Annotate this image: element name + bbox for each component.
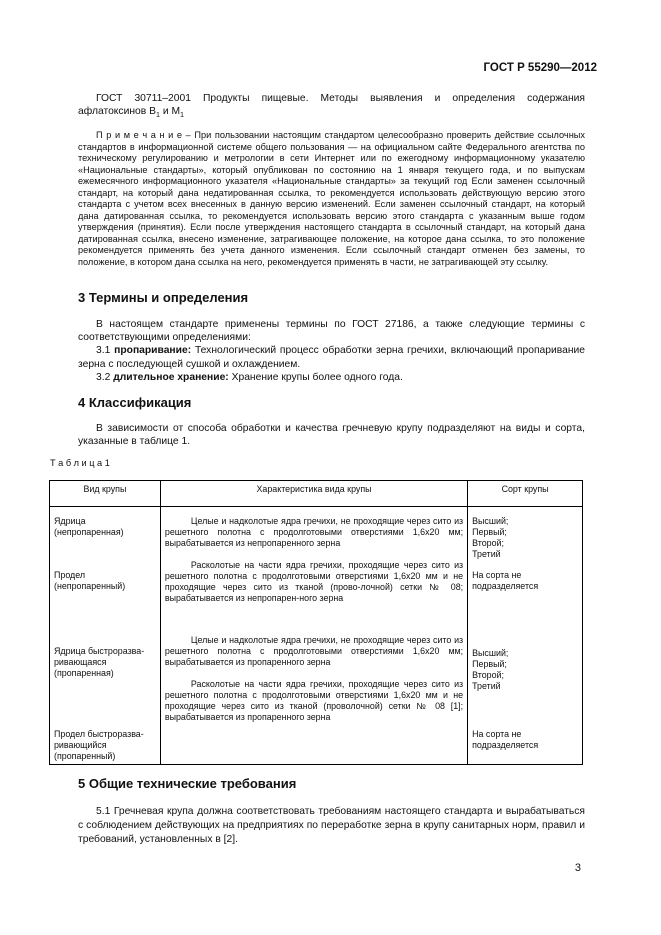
col-header-grade: Сорт крупы (468, 481, 583, 507)
table-cell: Ядрица (непропаренная) (54, 516, 124, 537)
section-4-title: 4 Классификация (78, 395, 192, 410)
term-3-2: 3.2 длительное хранение: Хранение крупы более одного года. (96, 371, 403, 383)
ref-line-1: ГОСТ 30711–2001 Продукты пищевые. Методы выявления и определения содержания (96, 93, 585, 104)
term-3-1: 3.1 пропаривание: Технологический процесс обработки зерна гречихи, включающий пропаривание зерна с последующей сушкой и охлаждением. (78, 345, 585, 370)
table-cell: Продел (непропаренный) (54, 570, 126, 591)
ref-line-2: афлатоксинов $В_1$ и $М_1$ (78, 106, 185, 120)
section-4-text: В зависимости от способа обработки и качества гречневую крупу подразделяют на виды и сорта, указанные в таблице 1. (78, 423, 585, 448)
grade-column (468, 507, 583, 765)
table-label: Т а б л и ц а 1 (50, 458, 110, 468)
grade-list: Высший; Первый; Второй; Третий (472, 648, 509, 691)
table-cell: На сорта не подразделяется (472, 570, 539, 591)
table-cell: Ядрица быстроразва-ривающаяся (пропаренная) (54, 646, 145, 678)
section-3-title: 3 Термины и определения (78, 290, 249, 305)
table-body-row (50, 507, 583, 765)
section-3-intro: В настоящем стандарте применены термины по ГОСТ 27186, а также следующие термины с соответствующими определениями: (78, 319, 585, 344)
note-label: П р и м е ч а н и е (96, 130, 183, 140)
classification-table (49, 480, 583, 765)
note-paragraph (78, 130, 585, 268)
section-5-title: 5 Общие технические требования (78, 776, 297, 791)
table-cell: На сорта не подразделяется (472, 729, 539, 750)
table-cell: Целые и надколотые ядра гречихи, не проходящие через сито из решетного полотна с продолготовыми отверстиями 1,6х20 мм; вырабатывается из непропаренного зерна (164, 516, 464, 548)
table-cell: Расколотые на части ядра гречихи, проходящие через сито из решетного полотна с продолготовыми отверстиями 1,6х20 мм и не проходящие через сито из тканой (проволочной) сетки № 08 [1]; вырабатывается из пропаренного зерна (164, 679, 464, 722)
section-3-body (78, 318, 585, 384)
document-number: ГОСТ Р 55290—2012 (483, 62, 597, 74)
table-cell: Расколотые на части ядра гречихи, проходящие через сито из решетного полотна с продолготовыми отверстиями 1,6х20 мм и не проходящие через сито из тканой (прово-лочной) сетки № 08; вырабатывается из непропарен-ного зерна (164, 560, 464, 603)
grade-list: Высший; Первый; Второй; Третий (472, 516, 509, 559)
table-cell: Целые и надколотые ядра гречихи, не проходящие через сито из решетного полотна с продолготовыми отверстиями 1,6х20 мм; вырабатывается из пропаренного зерна (164, 635, 464, 667)
col-header-type: Вид крупы (50, 481, 161, 507)
table-header-row (50, 481, 583, 507)
section-5-p1: 5.1 Гречневая крупа должна соответствовать требованиям настоящего стандарта и вырабатываться с соблюдением действующих на предприятиях по переработке зерна в крупу санитарных норм, правил и требований, установленных в [2]. (78, 806, 585, 845)
col-header-desc: Характеристика вида крупы (160, 481, 467, 507)
note-text: – При пользовании настоящим стандартом целесообразно проверить действие ссылочных стандартов в информационной системе общего пользования — на официальном сайте Федерального агентства по техническому регулированию и метрологии в сети Интернет или по ежегодному информационному указателю «Национальные стандарты», который опубликован по состоянию на 1 января текущего года, и по выпускам ежемесячного информационного указателя «Национальные стандарты» за текущий год Если заменен ссылочный стандарт, на который дана недатированная ссылка, то рекомендуется использовать действующую версию этого стандарта с учетом всех внесенных в данную версию изменений. Если заменен ссылочный стандарт, на который дана датированная ссылка, то рекомендуется использовать версию этого стандарта с указанным выше годом утверждения (принятия). Если после утверждения настоящего стандарта в ссылочный стандарт, на который дана датированная ссылка, внесено изменение, затрагивающее положение, на которое дана ссылка, то это положение рекомендуется применять без учета данного изменения. Если ссылочный стандарт отменен без замены, то положение, в котором дана ссылка на него, рекомендуется применять в части, не затрагивающей эту ссылку. (78, 130, 585, 267)
desc-column (160, 507, 467, 765)
type-column (50, 507, 161, 765)
page-number: 3 (574, 862, 581, 874)
table-cell: Продел быстроразва-ривающийся (пропаренный) (54, 729, 144, 761)
normative-reference (78, 92, 585, 121)
